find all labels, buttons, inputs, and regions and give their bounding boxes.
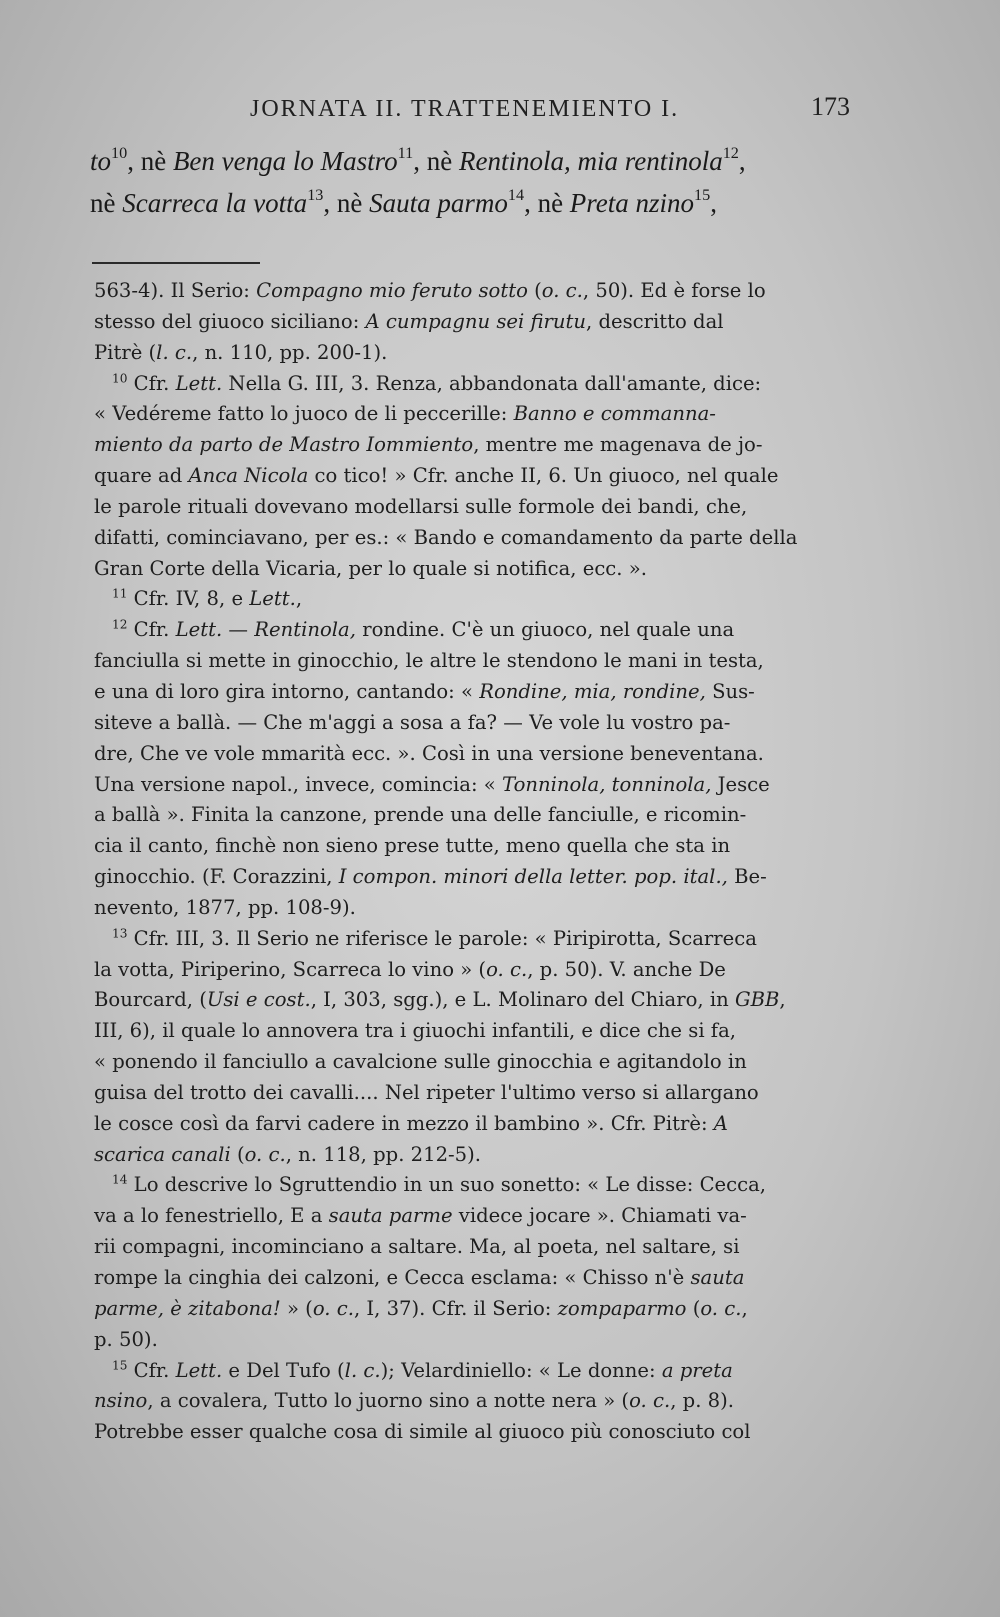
note-text: ,	[295, 587, 303, 611]
note-line	[94, 985, 846, 1016]
note-italic: zompaparmo	[557, 1296, 687, 1320]
note-line	[94, 1263, 846, 1294]
note-italic: Lett.	[175, 1358, 223, 1382]
body-text-fragment: to	[90, 146, 112, 176]
note-line	[94, 338, 846, 369]
body-text-fragment: , nè	[323, 188, 370, 218]
note-text: rondine. C'è un giuoco, nel quale una	[355, 618, 735, 642]
note-line: rii compagni, incominciano a saltare. Ma, al poeta, nel saltare, si	[94, 1235, 740, 1259]
body-text-fragment: nè	[90, 188, 123, 218]
footnote-9-continued	[94, 276, 846, 369]
note-line: III, 6), il quale lo annovera tra i giuochi infantili, e dice che si fa,	[94, 1019, 736, 1043]
note-italic: sauta parme	[328, 1204, 453, 1228]
footnote-ref-15: 15	[694, 185, 711, 204]
note-italic: Lett.	[249, 587, 296, 611]
footnote-ref-13: 13	[307, 185, 324, 204]
note-italic: Compagno mio feruto sotto	[256, 279, 528, 302]
footnote-number: 10	[112, 371, 128, 386]
body-text-fragment: ,	[710, 188, 717, 218]
note-italic: miento da parto de Mastro Iommiento	[94, 433, 474, 457]
note-italic: Banno e commanna-	[513, 402, 716, 426]
note-text: —	[222, 618, 255, 642]
footnote-ref-10: 10	[111, 143, 128, 162]
note-line: cia il canto, finchè non sieno prese tutte, meno quella che sta in	[94, 834, 731, 858]
note-line: a ballà ». Finita la canzone, prende una delle fanciulle, e ricomin-	[94, 803, 747, 827]
note-text: videce jocare ». Chiamati va-	[452, 1204, 747, 1228]
note-text: Cfr.	[127, 618, 176, 642]
note-text: , mentre me magenava de jo-	[473, 433, 763, 457]
note-line	[94, 615, 846, 646]
body-text-fragment: ,	[738, 146, 746, 176]
note-text: ,	[741, 1296, 748, 1320]
note-italic: Rondine, mia, rondine,	[479, 679, 706, 703]
note-line	[94, 584, 846, 615]
note-text: « Vedéreme fatto lo juoco de li peccerille:	[94, 402, 514, 426]
note-text: Cfr.	[127, 371, 176, 395]
note-text: le cosce così da farvi cadere in mezzo il bambino ». Cfr. Pitrè:	[94, 1111, 714, 1135]
note-text: , p. 8).	[670, 1389, 735, 1413]
note-line: « ponendo il fanciullo a cavalcione sulle ginocchia e agitandolo in	[94, 1050, 747, 1074]
note-italic: a preta	[661, 1358, 733, 1382]
note-line	[94, 770, 846, 801]
note-text: (	[230, 1142, 245, 1166]
note-text: Nella G. III, 3. Renza, abbandonata dall'amante, dice:	[222, 371, 762, 395]
note-line	[94, 307, 846, 338]
game-name-ben-venga-lo-mastro: Ben venga lo Mastro	[172, 146, 398, 176]
footnote-ref-11: 11	[397, 143, 414, 162]
footnote-number: 12	[112, 618, 128, 632]
note-line	[94, 461, 846, 492]
note-italic: A cumpagnu sei firutu	[365, 309, 587, 333]
note-line	[94, 399, 846, 430]
note-text: Bourcard, (	[94, 988, 207, 1012]
note-italic: Anca Nicola	[188, 464, 309, 488]
note-italic: Lett.	[175, 371, 223, 395]
note-italic: A	[713, 1111, 728, 1135]
running-header	[250, 92, 850, 132]
note-line: nevento, 1877, pp. 108-9).	[94, 895, 356, 919]
note-line	[94, 369, 846, 400]
note-line: fanciulla si mette in ginocchio, le altre le stendono le mani in testa,	[94, 649, 764, 673]
note-line: siteve a ballà. — Che m'aggi a sosa a fa? — Ve vole lu vostro pa-	[94, 710, 731, 734]
note-text: » (	[280, 1296, 313, 1320]
footnote-15	[94, 1356, 846, 1449]
note-italic: parme, è zitabona!	[94, 1296, 281, 1320]
body-text	[90, 140, 850, 224]
footnote-number: 14	[112, 1173, 128, 1188]
note-text: , n. 110, pp. 200-1).	[192, 340, 388, 364]
note-text: Cfr. IV, 8, e	[127, 587, 250, 611]
footnote-10	[94, 369, 846, 585]
running-title: JORNATA II. TRATTENEMIENTO I.	[250, 96, 680, 122]
body-text-fragment: , nè	[127, 146, 173, 176]
note-text: , n. 118, pp. 212-5).	[285, 1142, 482, 1166]
note-text: , a covalera, Tutto lo juorno sino a notte nera » (	[147, 1389, 630, 1413]
game-name-sauta-parmo: Sauta parmo	[369, 188, 508, 218]
note-italic: o. c.	[629, 1389, 671, 1413]
note-text: , p. 50). V. anche De	[527, 957, 726, 981]
footnote-number: 15	[112, 1358, 128, 1373]
footnote-14	[94, 1170, 846, 1355]
note-line	[94, 1201, 846, 1232]
note-text: e una di loro gira intorno, cantando: «	[94, 679, 480, 703]
note-italic: o. c.	[486, 957, 528, 981]
footnote-13	[94, 924, 846, 1171]
footnote-separator	[92, 262, 260, 264]
note-line	[94, 1140, 846, 1171]
footnote-ref-14: 14	[507, 185, 525, 204]
note-text: Lo descrive lo Sgruttendio in un suo sonetto: « Le disse: Cecca,	[127, 1173, 767, 1197]
note-text: va a lo fenestriello, E a	[94, 1204, 329, 1228]
note-italic: o. c.	[541, 279, 583, 302]
note-italic: Rentinola,	[254, 618, 356, 642]
note-text: (	[686, 1296, 701, 1320]
note-line	[94, 1386, 846, 1417]
note-text: Cfr.	[127, 1358, 176, 1382]
note-line	[94, 430, 846, 461]
note-italic: scarica canali	[94, 1142, 231, 1166]
note-line	[94, 862, 846, 893]
note-text: Be-	[727, 865, 767, 889]
note-text: , descritto dal	[586, 309, 724, 333]
note-text: Cfr. III, 3. Il Serio ne riferisce le parole: « Piripirotta, Scarreca	[127, 926, 757, 950]
game-name-rentinola: Rentinola, mia rentinola	[458, 146, 723, 176]
footnote-number: 13	[112, 926, 128, 941]
note-line	[94, 1109, 846, 1140]
note-text: 563-4). Il Serio:	[94, 279, 257, 302]
note-line: le parole rituali dovevano modellarsi sulle formole dei bandi, che,	[94, 494, 748, 518]
note-line	[94, 1356, 846, 1387]
note-italic: nsino	[94, 1389, 148, 1413]
note-text: , 50). Ed è forse lo	[582, 279, 766, 302]
note-line	[94, 276, 846, 307]
note-italic: Tonninola, tonninola,	[502, 772, 712, 796]
note-line: difatti, cominciavano, per es.: « Bando e comandamento da parte della	[94, 525, 798, 549]
note-italic: I compon. minori della letter. pop. ital.,	[338, 865, 728, 889]
footnotes	[94, 276, 846, 1448]
body-line-2	[90, 182, 850, 224]
note-text: , I, 303, sgg.), e L. Molinaro del Chiaro, in	[310, 988, 735, 1012]
note-line	[94, 924, 846, 955]
note-line	[94, 955, 846, 986]
footnote-number: 11	[112, 587, 128, 602]
note-italic: GBB	[734, 988, 780, 1012]
body-text-fragment: , nè	[524, 188, 570, 218]
game-name-scarreca-la-votta: Scarreca la votta	[122, 188, 308, 218]
page-number: 173	[811, 92, 850, 121]
note-line: guisa del trotto dei cavalli.... Nel ripeter l'ultimo verso si allargano	[94, 1080, 759, 1104]
note-italic: o. c.	[244, 1142, 286, 1166]
note-line	[94, 1170, 846, 1201]
note-text: Sus-	[705, 679, 755, 703]
note-line	[94, 677, 846, 708]
note-line: dre, Che ve vole mmarità ecc. ». Così in una versione beneventana.	[94, 741, 764, 765]
note-italic: l. c.	[344, 1358, 381, 1382]
note-line	[94, 1294, 846, 1325]
game-name-preta-nzino: Preta nzino	[569, 188, 695, 218]
footnote-11	[94, 584, 846, 615]
note-text: (	[527, 279, 542, 302]
note-italic: Usi e cost.	[206, 988, 311, 1012]
body-line-1	[90, 140, 850, 182]
note-text: Una versione napol., invece, comincia: «	[94, 772, 503, 796]
note-text: ginocchio. (F. Corazzini,	[94, 865, 339, 889]
body-text-fragment: , nè	[413, 146, 459, 176]
note-text: ); Velardiniello: « Le donne:	[380, 1358, 662, 1382]
note-text: Jesce	[711, 772, 770, 796]
note-italic: Lett.	[175, 618, 223, 642]
note-italic: o. c.	[312, 1296, 354, 1320]
footnote-ref-12: 12	[722, 143, 739, 162]
note-text: co tico! » Cfr. anche II, 6. Un giuoco, nel quale	[308, 464, 779, 488]
note-text: la votta, Piriperino, Scarreca lo vino » (	[94, 957, 487, 981]
note-italic: sauta	[690, 1266, 745, 1289]
note-text: ,	[779, 988, 786, 1012]
note-italic: o. c.	[700, 1296, 742, 1320]
note-italic: l. c.	[156, 340, 193, 364]
note-line: Gran Corte della Vicaria, per lo quale si notifica, ecc. ».	[94, 556, 647, 580]
note-text: Pitrè (	[94, 340, 157, 364]
note-text: rompe la cinghia dei calzoni, e Cecca esclama: « Chisso n'è	[94, 1266, 691, 1289]
note-text: , I, 37). Cfr. il Serio:	[353, 1296, 558, 1320]
note-text: quare ad	[94, 464, 189, 488]
note-text: e Del Tufo (	[222, 1358, 345, 1382]
note-line: p. 50).	[94, 1327, 158, 1351]
footnote-12	[94, 615, 846, 923]
note-text: stesso del giuoco siciliano:	[94, 309, 366, 333]
note-line: Potrebbe esser qualche cosa di simile al giuoco più conosciuto col	[94, 1420, 751, 1444]
